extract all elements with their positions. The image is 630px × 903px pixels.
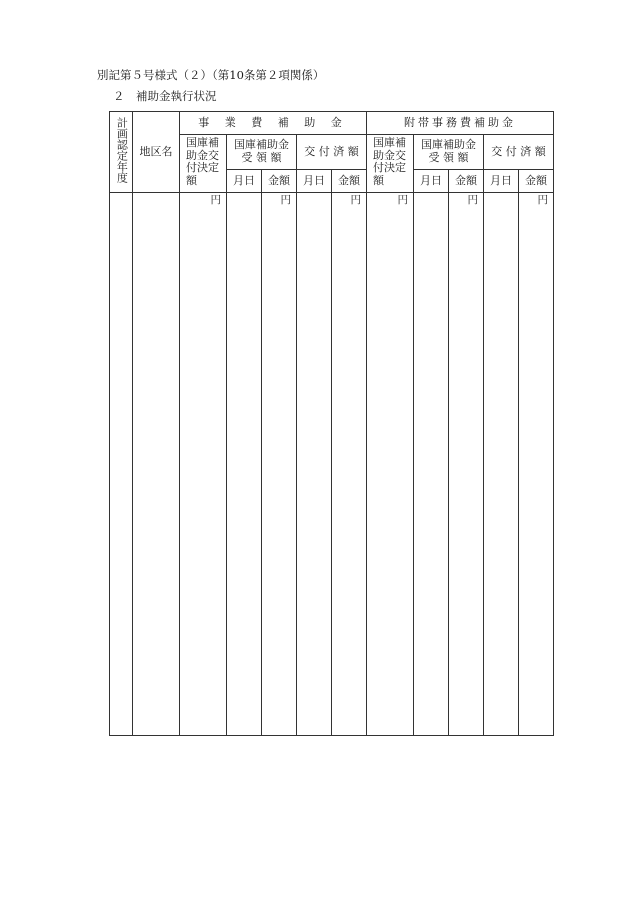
- admin-paid-date-cell[interactable]: [484, 193, 519, 736]
- admin-paid-date-header: 月日: [484, 170, 519, 193]
- project-received-date-header: 月日: [227, 170, 262, 193]
- project-subsidy-header: 事 業 費 補 助 金: [180, 112, 367, 135]
- admin-received-date-header: 月日: [414, 170, 449, 193]
- admin-decision-amount-cell[interactable]: 円: [367, 193, 414, 736]
- section-title: ２ 補助金執行状況: [113, 89, 217, 103]
- project-decision-amount-cell[interactable]: 円: [180, 193, 227, 736]
- project-decision-amount-header: 国庫補 助金交 付決定 額: [180, 135, 227, 193]
- admin-received-amount-cell[interactable]: 円: [449, 193, 484, 736]
- project-received-header: 国庫補助金 受 領 額: [227, 135, 297, 170]
- project-received-amount-cell[interactable]: 円: [262, 193, 297, 736]
- project-received-amount-header: 金額: [262, 170, 297, 193]
- subsidy-execution-table: [109, 111, 554, 736]
- project-paid-header: 交 付 済 額: [297, 135, 367, 170]
- admin-paid-header: 交 付 済 額: [484, 135, 554, 170]
- district-header: 地区名: [133, 112, 180, 193]
- project-paid-date-header: 月日: [297, 170, 332, 193]
- project-paid-amount-cell[interactable]: 円: [332, 193, 367, 736]
- project-paid-amount-header: 金額: [332, 170, 367, 193]
- project-received-date-cell[interactable]: [227, 193, 262, 736]
- admin-received-header: 国庫補助金 受 領 額: [414, 135, 484, 170]
- project-paid-date-cell[interactable]: [297, 193, 332, 736]
- admin-subsidy-header: 附帯事務費補助金: [367, 112, 554, 135]
- admin-received-amount-header: 金額: [449, 170, 484, 193]
- admin-decision-amount-header: 国庫補 助金交 付決定 額: [367, 135, 414, 193]
- form-title: 別記第５号様式（２）（第10条第２項関係）: [97, 68, 325, 82]
- admin-paid-amount-cell[interactable]: 円: [519, 193, 554, 736]
- table-row: [110, 193, 554, 736]
- plan-year-header: 計画認定年度: [110, 112, 133, 193]
- admin-paid-amount-header: 金額: [519, 170, 554, 193]
- admin-received-date-cell[interactable]: [414, 193, 449, 736]
- plan-year-cell[interactable]: [110, 193, 133, 736]
- district-cell[interactable]: [133, 193, 180, 736]
